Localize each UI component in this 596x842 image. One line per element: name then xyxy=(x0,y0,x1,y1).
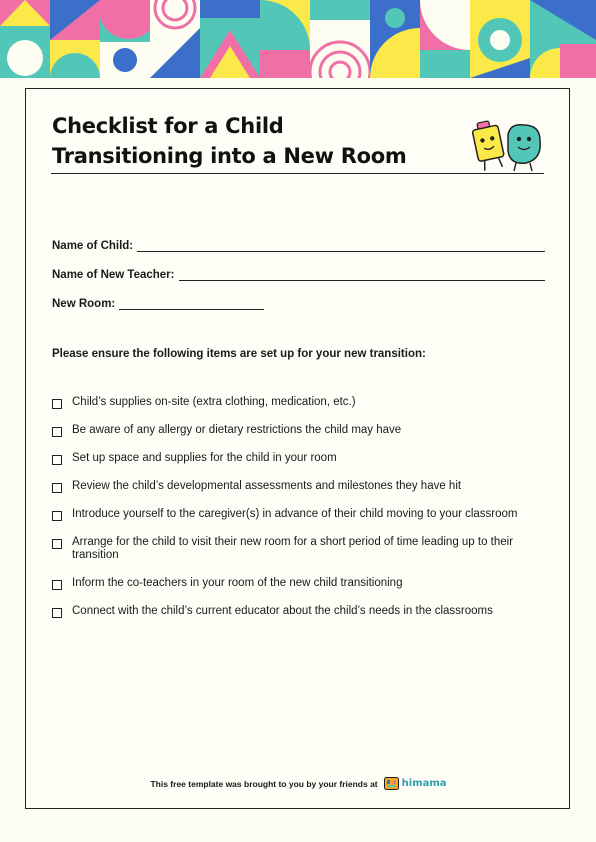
new-room-input-line[interactable] xyxy=(119,297,264,310)
mascot-characters-icon xyxy=(470,119,548,173)
child-name-field[interactable] xyxy=(52,238,545,252)
checklist-item-text: Review the child’s developmental assessments and milestones they have hit xyxy=(72,480,462,492)
checklist-item-text: Be aware of any allergy or dietary restrictions the child may have xyxy=(72,424,402,436)
title-line-1: Checklist for a Child xyxy=(52,114,284,138)
checklist-item[interactable] xyxy=(52,452,552,465)
checkbox[interactable] xyxy=(52,455,62,465)
child-name-input-line[interactable] xyxy=(137,239,545,252)
checkbox[interactable] xyxy=(52,511,62,521)
checklist-item[interactable] xyxy=(52,396,552,409)
checklist-card xyxy=(25,88,570,809)
checkbox[interactable] xyxy=(52,483,62,493)
teacher-name-field[interactable] xyxy=(52,267,545,281)
teacher-name-input-line[interactable] xyxy=(179,268,546,281)
checklist-item-text: Inform the co-teachers in your room of the new child transitioning xyxy=(72,577,403,589)
checklist-item[interactable] xyxy=(52,536,552,562)
instructions-prompt: Please ensure the following items are set up for your new transition: xyxy=(52,348,426,360)
title-divider xyxy=(51,173,544,174)
checklist-item-text: Arrange for the child to visit their new room for a short period of time leading up to their transition xyxy=(72,536,514,561)
checkbox[interactable] xyxy=(52,608,62,618)
footer-text: This free template was brought to you by your friends at xyxy=(150,778,378,789)
checklist-item[interactable] xyxy=(52,508,552,521)
checklist-item[interactable] xyxy=(52,424,552,437)
checklist-item-text: Connect with the child’s current educator about the child’s needs in the classrooms xyxy=(72,605,493,617)
checklist-item[interactable] xyxy=(52,605,552,618)
new-room-field[interactable] xyxy=(52,296,264,310)
child-name-label: Name of Child: xyxy=(52,240,134,252)
checkbox[interactable] xyxy=(52,539,62,549)
footer xyxy=(26,777,571,790)
himama-logo-icon xyxy=(384,777,399,790)
new-room-label: New Room: xyxy=(52,298,116,310)
checklist-item-text: Set up space and supplies for the child in your room xyxy=(72,452,337,464)
checkbox[interactable] xyxy=(52,580,62,590)
himama-brand-text: himama xyxy=(401,778,447,789)
checklist-item[interactable] xyxy=(52,480,552,493)
checkbox[interactable] xyxy=(52,399,62,409)
title-line-2: Transitioning into a New Room xyxy=(52,144,407,168)
checklist-item-text: Introduce yourself to the caregiver(s) in advance of their child moving to your classroom xyxy=(72,508,518,520)
checklist-item[interactable] xyxy=(52,577,552,590)
decorative-pattern-banner xyxy=(0,0,596,78)
teacher-name-label: Name of New Teacher: xyxy=(52,269,175,281)
checklist-item-text: Child’s supplies on-site (extra clothing, medication, etc.) xyxy=(72,396,356,408)
himama-logo[interactable] xyxy=(384,777,447,790)
checkbox[interactable] xyxy=(52,427,62,437)
page-title xyxy=(52,111,472,171)
